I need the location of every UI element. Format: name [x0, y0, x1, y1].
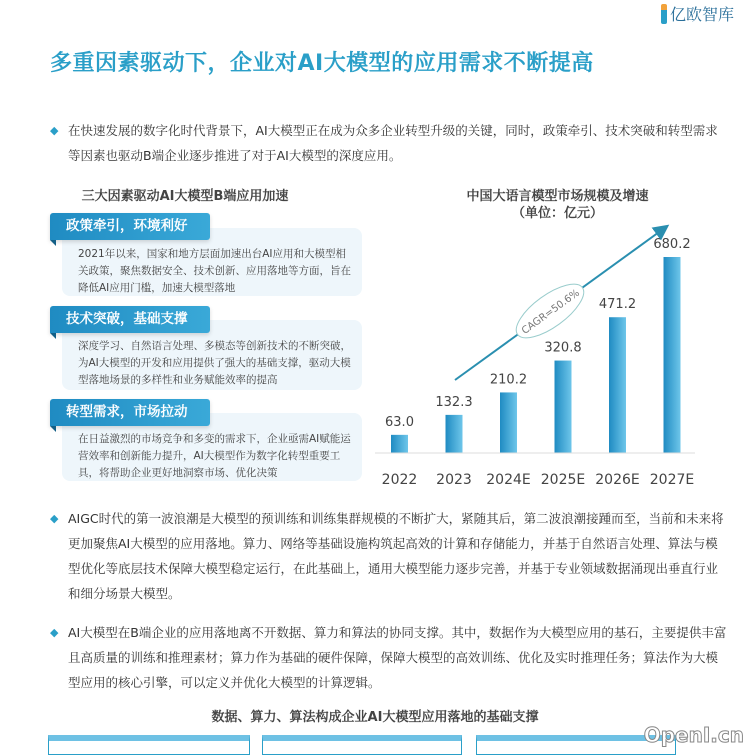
- factor-tag-policy: 政策牵引，环境利好: [50, 213, 210, 240]
- x-tick-label: 2026E: [595, 472, 640, 488]
- data-label: 63.0: [385, 414, 414, 430]
- factor-card-tech: 深度学习、自然语言处理、多模态等创新技术的不断突破，为AI大模型的开发和应用提供了强大的基础支撑，驱动大模型落地场景的多样性和业务赋能效率的提高: [62, 320, 362, 390]
- market-size-bar-chart: [370, 220, 750, 490]
- x-tick-label: 2024E: [486, 472, 531, 488]
- x-tick-label: 2022: [381, 472, 418, 488]
- data-label: 320.8: [544, 340, 582, 356]
- chart-subtitle: （单位：亿元）: [511, 206, 603, 221]
- data-label: 680.2: [653, 237, 691, 252]
- factor-card-policy: 2021年以来，国家和地方层面加速出台AI应用和大模型相关政策，聚焦数据安全、技术创新、应用落地等方面，旨在降低AI应用门槛，加速大模型落地: [62, 228, 362, 296]
- bullet-paragraph-1: ◆ 在快速发展的数字化时代背景下，AI大模型正在成为众多企业转型升级的关键，同时，政策牵引、技术突破和转型需求等因素也驱动B端企业逐步推进了对于AI大模型的深度应用。: [50, 118, 730, 168]
- factor-card-demand: 在日益激烈的市场竞争和多变的需求下，企业亟需AI赋能运营效率和创新能力提升，AI大模型作为数字化转型重要工具，将帮助企业更好地洞察市场、优化决策: [62, 413, 362, 481]
- brand-logo: [661, 2, 734, 25]
- bar-2027E: [664, 257, 681, 453]
- bar-2022: [391, 435, 408, 453]
- x-tick-label: 2023: [436, 472, 472, 488]
- chart-title: 中国大语言模型市场规模及增速: [466, 189, 649, 204]
- bullet-paragraph-3: ◆ AI大模型在B端企业的应用落地离不开数据、算力和算法的协同支撑。其中，数据作为大模型应用的基石，主要提供丰富且高质量的训练和推理素材；算力作为基础的硬件保障，保障大模型的高效训练、优化及实时推理任务；算法作为大模型应用的核心引擎，可以定义并优化大模型的计算逻辑。: [50, 620, 730, 695]
- support-box-data: [48, 735, 250, 755]
- logo-icon: [661, 4, 667, 24]
- support-box-compute: [262, 735, 462, 755]
- data-label: 132.3: [435, 394, 473, 410]
- x-tick-label: 2025E: [540, 472, 586, 488]
- factor-tag-tech: 技术突破，基础支撑: [50, 306, 210, 333]
- bar-2025E: [555, 361, 572, 453]
- data-label: 471.2: [598, 297, 637, 313]
- cagr-label: CAGR=50.6%: [519, 287, 582, 337]
- logo-text: 亿欧智库: [669, 5, 734, 24]
- page-title: 多重因素驱动下，企业对AI大模型的应用需求不断提高: [50, 51, 594, 76]
- bar-2026E: [609, 317, 626, 453]
- x-tick-label: 2027E: [649, 472, 695, 488]
- bar-2024E: [500, 392, 517, 453]
- factors-heading: 三大因素驱动AI大模型B端应用加速: [81, 189, 289, 204]
- data-label: 210.2: [489, 372, 528, 388]
- watermark: OpenI.cn: [643, 723, 744, 747]
- bottom-heading: 数据、算力、算法构成企业AI大模型应用落地的基础支撑: [211, 710, 539, 725]
- bullet-paragraph-2: ◆ AIGC时代的第一波浪潮是大模型的预训练和训练集群规模的不断扩大，紧随其后，第二波浪潮接踵而至，当前和未来将更加聚焦AI大模型的应用落地。算力、网络等基础设施构筑起高效的计算和存储能力，并基于自然语言处理、算法与模型优化等底层技术保障大模型稳定运行，在此基础上，通用大模型能力逐步完善，并基于专业领域数据涌现出垂直行业和细分场景大模型。: [50, 506, 730, 606]
- factor-tag-demand: 转型需求，市场拉动: [50, 399, 210, 426]
- bar-2023: [446, 415, 463, 453]
